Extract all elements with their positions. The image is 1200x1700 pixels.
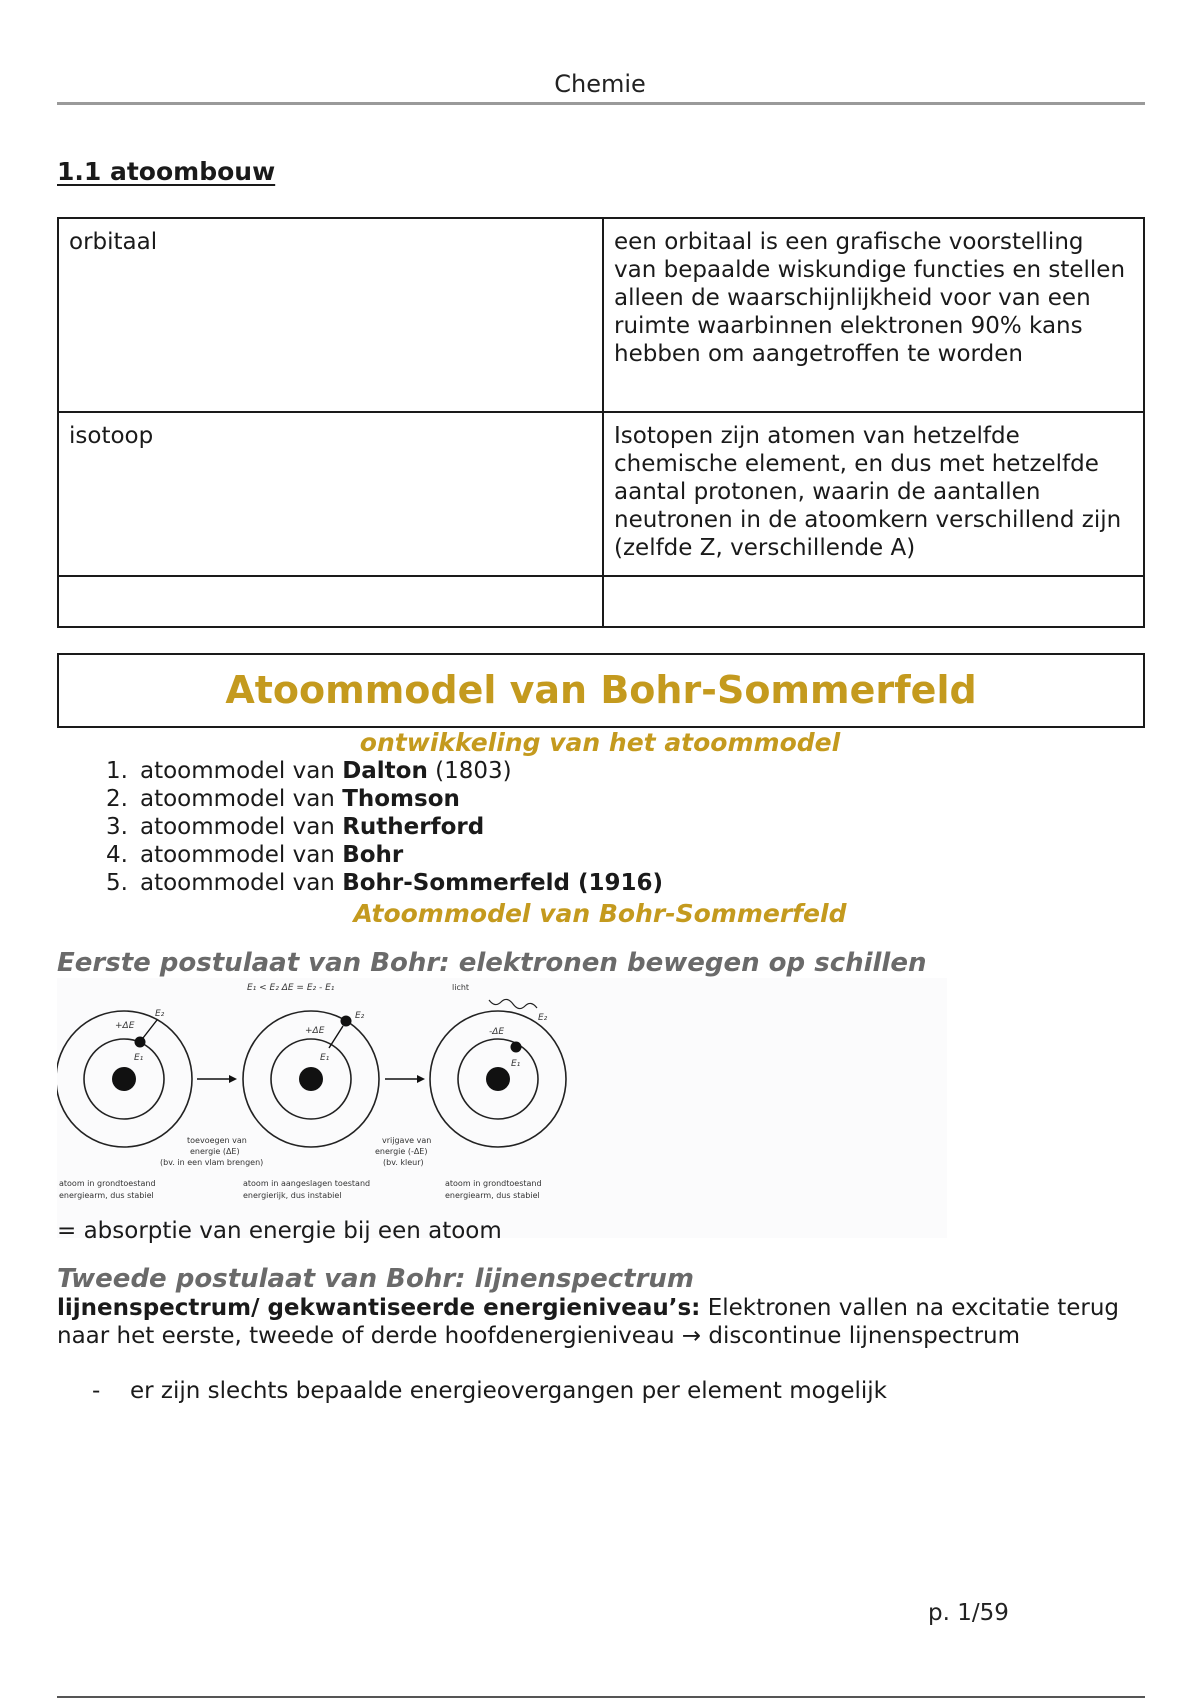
spectrum-text: Elektronen vallen na excitatie terug naar het eerste, tweede of derde hoofdenergieniveau → discontinue lijnenspectrum bbox=[57, 1295, 1120, 1349]
definition-cell bbox=[603, 576, 1144, 627]
definition-cell: een orbitaal is een grafische voorstelling van bepaalde wiskundige functies en stellen alleen de waarschijnlijkheid voor van een ruimte waarbinnen elektronen 90% kans hebben om aangetroffen te worden bbox=[603, 218, 1144, 412]
electron bbox=[135, 1037, 146, 1048]
list-item: 2. atoommodel van Thomson bbox=[106, 786, 460, 812]
svg-text:atoom in grondtoestand: atoom in grondtoestand bbox=[59, 1179, 156, 1188]
svg-text:E₁: E₁ bbox=[134, 1053, 144, 1063]
page-number: p. 1/59 bbox=[928, 1600, 1009, 1626]
bohr-diagram bbox=[57, 978, 947, 1238]
light-label: licht bbox=[452, 983, 470, 992]
atom-excited-state bbox=[243, 1011, 379, 1147]
svg-text:E₂: E₂ bbox=[155, 1009, 165, 1019]
svg-text:energiearm, dus stabiel: energiearm, dus stabiel bbox=[445, 1191, 540, 1200]
banner-title: Atoommodel van Bohr-Sommerfeld bbox=[57, 653, 1145, 728]
bullet-item bbox=[92, 1378, 887, 1404]
svg-text:E₂: E₂ bbox=[538, 1013, 548, 1023]
svg-text:energiearm, dus stabiel: energiearm, dus stabiel bbox=[59, 1191, 154, 1200]
postulate1-heading: Eerste postulaat van Bohr: elektronen bewegen op schillen bbox=[57, 948, 927, 978]
spectrum-paragraph bbox=[57, 1294, 1147, 1350]
svg-text:(bv. kleur): (bv. kleur) bbox=[383, 1158, 424, 1167]
svg-text:energie (ΔE): energie (ΔE) bbox=[190, 1147, 240, 1156]
electron bbox=[511, 1042, 522, 1053]
light-wave bbox=[489, 999, 537, 1008]
definition-cell: Isotopen zijn atomen van hetzelfde chemische element, en dus met hetzelfde aantal protonen, waarin de aantallen neutronen in de atoomkern verschillend zijn (zelfde Z, verschillende A) bbox=[603, 412, 1144, 576]
svg-text:toevoegen van: toevoegen van bbox=[187, 1136, 247, 1145]
section-title: 1.1 atoombouw bbox=[57, 157, 276, 186]
table-row bbox=[58, 412, 1144, 576]
postulate2-heading: Tweede postulaat van Bohr: lijnenspectrum bbox=[57, 1264, 694, 1294]
header-title: Chemie bbox=[554, 70, 646, 98]
atom-ground-state-2 bbox=[430, 999, 566, 1147]
electron bbox=[341, 1016, 352, 1027]
svg-text:E₂: E₂ bbox=[355, 1011, 365, 1021]
bullet-text: er zijn slechts bepaalde energieovergangen per element mogelijk bbox=[130, 1378, 887, 1404]
svg-text:-ΔE: -ΔE bbox=[489, 1027, 505, 1037]
svg-text:energierijk, dus instabiel: energierijk, dus instabiel bbox=[243, 1191, 342, 1200]
svg-text:atoom in aangeslagen toestand: atoom in aangeslagen toestand bbox=[243, 1179, 371, 1188]
bohr-diagram-svg bbox=[57, 978, 947, 1213]
top-formula: E₁ < E₂ ΔE = E₂ - E₁ bbox=[247, 983, 335, 993]
development-heading: ontwikkeling van het atoommodel bbox=[359, 728, 841, 757]
term-cell bbox=[58, 576, 603, 627]
model-list bbox=[90, 757, 663, 897]
svg-text:E₁: E₁ bbox=[320, 1053, 330, 1063]
spectrum-term: lijnenspectrum/ gekwantiseerde energieniveau’s: bbox=[57, 1295, 701, 1321]
list-item: 1. atoommodel van Dalton (1803) bbox=[106, 758, 512, 784]
definitions-table bbox=[57, 217, 1145, 628]
svg-text:+ΔE: +ΔE bbox=[115, 1021, 135, 1031]
atom-ground-state-1 bbox=[57, 1009, 192, 1147]
svg-text:atoom in grondtoestand: atoom in grondtoestand bbox=[445, 1179, 542, 1188]
bullet-dash: - bbox=[92, 1378, 101, 1404]
header-rule bbox=[57, 102, 1145, 105]
list-item: 4. atoommodel van Bohr bbox=[106, 842, 404, 868]
table-row bbox=[58, 576, 1144, 627]
model-subheading: Atoommodel van Bohr-Sommerfeld bbox=[353, 899, 847, 928]
footer-rule bbox=[57, 1696, 1145, 1698]
svg-text:E₁: E₁ bbox=[511, 1059, 521, 1069]
svg-text:energie (-ΔE): energie (-ΔE) bbox=[375, 1147, 428, 1156]
svg-text:(bv. in een vlam brengen): (bv. in een vlam brengen) bbox=[160, 1158, 264, 1167]
svg-text:vrijgave van: vrijgave van bbox=[382, 1136, 432, 1145]
term-cell: orbitaal bbox=[58, 218, 603, 412]
list-item: 5. atoommodel van Bohr-Sommerfeld (1916) bbox=[106, 870, 664, 896]
svg-text:+ΔE: +ΔE bbox=[305, 1026, 325, 1036]
list-item: 3. atoommodel van Rutherford bbox=[106, 814, 485, 840]
diagram-caption: = absorptie van energie bij een atoom bbox=[57, 1218, 502, 1244]
term-cell: isotoop bbox=[58, 412, 603, 576]
table-row bbox=[58, 218, 1144, 412]
